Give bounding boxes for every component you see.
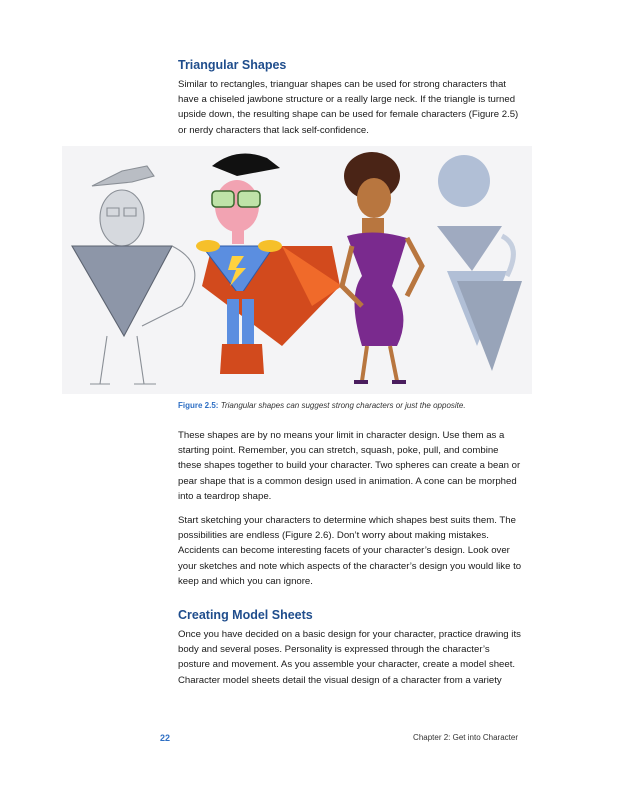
paragraph-start-sketching: Start sketching your characters to determine which shapes best suits them. The possibilities are endless (Figure 2.6). Don’t worry about making mistakes. Accidents can become interesting facets of your character’s design. Look over your sketches and note which aspects of the character’s design you would like to keep and which you can ignore. (178, 515, 522, 587)
page-number: 22 (160, 733, 171, 743)
figure-caption-text: Triangular shapes can suggest strong characters or just the opposite. (220, 401, 466, 410)
section-triangular-shapes (178, 58, 523, 138)
section-creating-model-sheets (178, 608, 523, 688)
heading-triangular-shapes: Triangular Shapes (178, 58, 287, 72)
chapter-footer: Chapter 2: Get into Character (413, 733, 518, 742)
heading-creating-model-sheets: Creating Model Sheets (178, 608, 313, 622)
paragraph-model-sheets: Once you have decided on a basic design for your character, practice drawing its body and several poses. Personality is expressed through the character’s posture and movement. As you assemble your character, create a model sheet. Character model sheets detail the visual design of a character from a variety (178, 629, 521, 686)
woman-head (357, 178, 391, 218)
paragraph-triangular-shapes: Similar to rectangles, trianguar shapes can be used for strong characters that have a chiseled jawbone structure or a really large neck. If the triangle is turned upside down, the resulting shape can be used for female characters (Figure 2.5) or nerdy characters that lack self-confidence. (178, 79, 519, 136)
figure-caption (178, 401, 538, 410)
figure-label: Figure 2.5: (178, 401, 219, 410)
figure-2-5-illustration (62, 146, 532, 394)
hero-goggle-left (212, 191, 234, 207)
body-text (178, 428, 523, 589)
hero-goggle-right (238, 191, 260, 207)
paragraph-shapes-limit: These shapes are by no means your limit in character design. Use them as a starting point. Remember, you can stretch, squash, poke, pull, and combine these shapes together to build your character. Two spheres can create a bean or pear shape that is a common design used in animation. A cone can be morphed into a teardrop shape. (178, 430, 521, 502)
